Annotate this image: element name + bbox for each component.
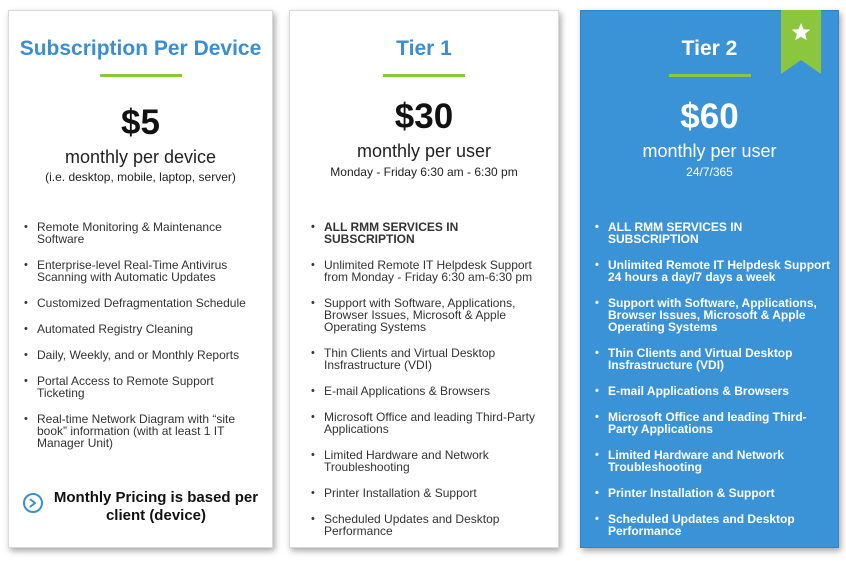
plan-title: Tier 2	[681, 37, 738, 60]
feature-list	[594, 221, 834, 551]
feature-item: • Printer Installation & Support	[311, 486, 477, 500]
feature-item: • Limited Hardware and Network Troubleshooting	[595, 448, 785, 474]
feature-item: • Remote Monitoring & Maintenance Software	[24, 220, 222, 246]
feature-item: • ALL RMM SERVICES IN SUBSCRIPTION	[311, 220, 459, 246]
feature-item: • Support with Software, Applications, Browser Issues, Microsoft & Apple Operating Systems	[595, 296, 817, 334]
arrow-circle-right-icon	[23, 493, 43, 513]
feature-item: • Unlimited Remote IT Helpdesk Support 24 hours a day/7 days a week	[595, 258, 831, 284]
plan-billing-unit: monthly per user	[356, 141, 492, 161]
plan-billing-unit: monthly per device	[64, 147, 217, 167]
feature-item: • Microsoft Office and leading Third-Party Applications	[595, 410, 807, 436]
pricing-card-tier-2	[580, 10, 839, 548]
feature-item: • Scheduled Updates and Desktop Performance	[595, 512, 795, 538]
pricing-footer-note	[21, 489, 261, 529]
plan-price: $5	[121, 103, 160, 142]
title-divider	[100, 74, 182, 77]
footer-text: Monthly Pricing is based per client (device)	[53, 489, 259, 524]
feature-item: • E-mail Applications & Browsers	[311, 384, 491, 398]
title-divider	[669, 74, 751, 77]
plan-title: Subscription Per Device	[19, 37, 262, 60]
feature-item: • Unlimited Remote IT Helpdesk Support from Monday - Friday 6:30 am-6:30 pm	[311, 258, 533, 284]
feature-item: • Thin Clients and Virtual Desktop Insfrastructure (VDI)	[595, 346, 793, 372]
feature-item: • Limited Hardware and Network Troubleshooting	[311, 448, 489, 474]
feature-item: • Support with Software, Applications, Browser Issues, Microsoft & Apple Operating Systems	[311, 296, 516, 334]
plan-title: Tier 1	[396, 37, 452, 60]
feature-item: • Daily, Weekly, and or Monthly Reports	[24, 348, 240, 362]
feature-item: • Printer Installation & Support	[595, 486, 775, 500]
plan-note: (i.e. desktop, mobile, laptop, server)	[45, 170, 236, 184]
pricing-card-tier-1	[289, 10, 559, 548]
feature-list	[310, 221, 550, 551]
feature-item: • Portal Access to Remote Support Ticketing	[24, 374, 214, 400]
feature-item: • Automated Registry Cleaning	[24, 322, 194, 336]
feature-item: • Scheduled Updates and Desktop Performance	[311, 512, 500, 538]
feature-item: • ALL RMM SERVICES IN SUBSCRIPTION	[595, 220, 743, 246]
feature-item: • Enterprise-level Real-Time Antivirus Scanning with Automatic Updates	[24, 258, 228, 284]
title-divider	[383, 74, 465, 77]
feature-item: • Microsoft Office and leading Third-Party Applications	[311, 410, 535, 436]
plan-price: $60	[680, 97, 739, 136]
plan-billing-unit: monthly per user	[642, 141, 777, 161]
plan-note: Monday - Friday 6:30 am - 6:30 pm	[330, 165, 518, 179]
plan-note: 24/7/365	[686, 165, 733, 179]
plan-price: $30	[394, 97, 454, 136]
feature-item: • Thin Clients and Virtual Desktop Insfrastructure (VDI)	[311, 346, 496, 372]
feature-item: • Customized Defragmentation Schedule	[24, 296, 246, 310]
feature-list	[23, 221, 263, 463]
feature-item: • E-mail Applications & Browsers	[595, 384, 789, 398]
feature-item: • Real-time Network Diagram with “site book” information (with at least 1 IT Manager Unit)	[24, 412, 236, 450]
pricing-card-per-device	[8, 10, 273, 548]
